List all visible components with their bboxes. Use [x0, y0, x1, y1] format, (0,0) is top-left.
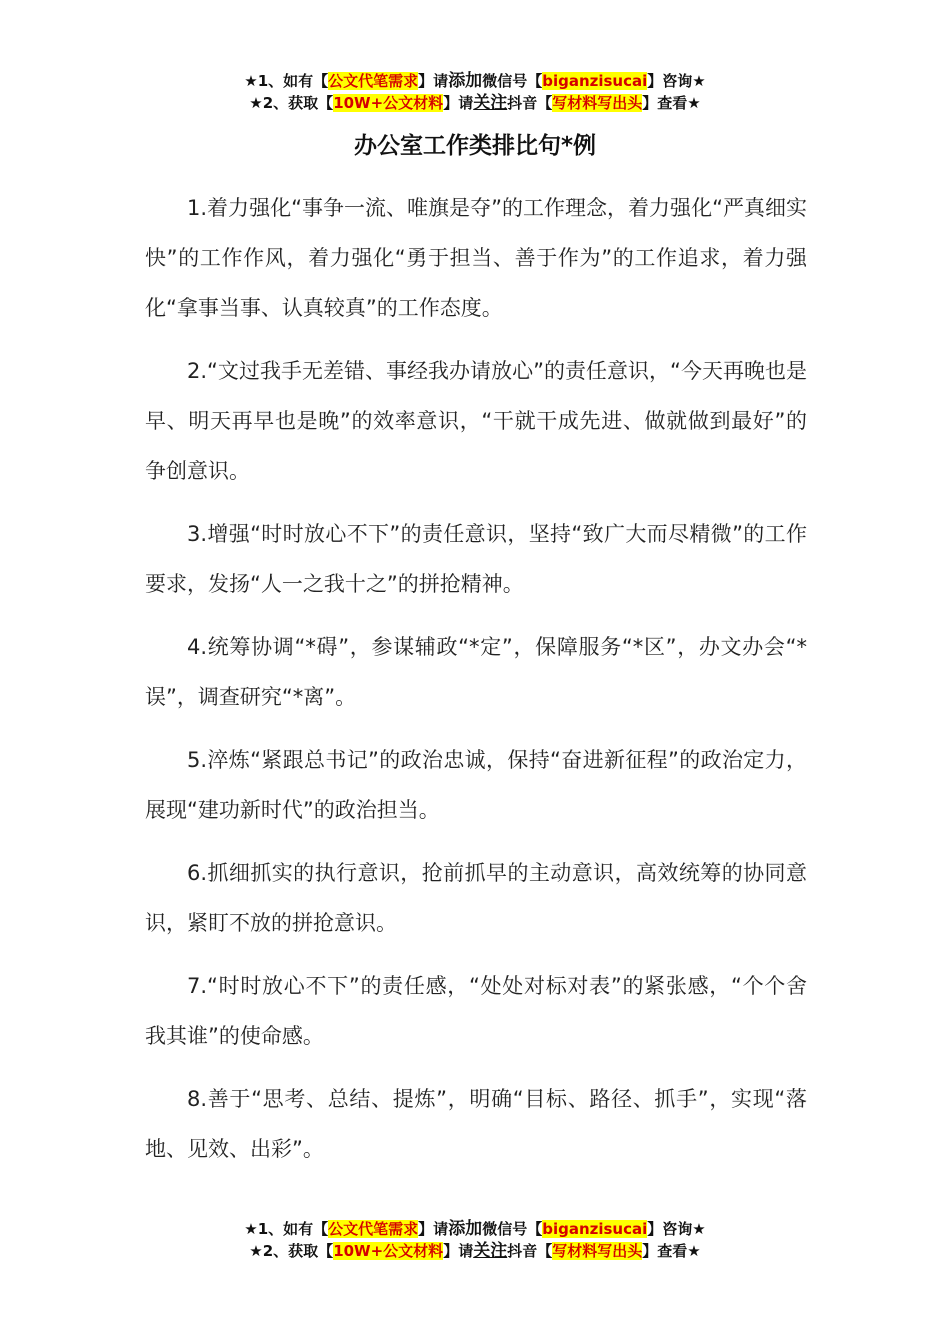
promo-text: 抖音【 — [507, 1242, 553, 1260]
promo-emphasis: 添加 — [448, 71, 483, 91]
promo-banner-top — [0, 70, 950, 114]
paragraph: 6.抓细抓实的执行意识，抢前抓早的主动意识，高效统筹的协同意识，紧盯不放的拼抢意识。 — [145, 861, 807, 935]
promo-text: 】请 — [443, 1242, 474, 1260]
promo-text: 】请 — [443, 94, 474, 112]
promo-highlight-douyin: 写材料写出头 — [552, 1242, 643, 1260]
promo-line-2 — [0, 92, 950, 114]
paragraph: 1.着力强化“事争一流、唯旗是夺”的工作理念，着力强化“严真细实快”的工作作风，着力强化“勇于担当、善于作为”的工作追求，着力强化“拿事当事、认真较真”的工作态度。 — [145, 196, 807, 320]
promo-text: 微信号【 — [482, 1220, 543, 1238]
promo-text: 】查看★ — [642, 94, 701, 112]
document-title: 办公室工作类排比句*例 — [353, 133, 597, 159]
promo-highlight-wechat-id: biganzisucai — [542, 72, 648, 90]
paragraph: 4.统筹协调“*碍”，参谋辅政“*定”，保障服务“*区”，办文办会“*误”，调查研究“*离”。 — [145, 635, 807, 709]
document-body — [145, 183, 807, 1187]
promo-text: 】咨询★ — [647, 72, 706, 90]
promo-text: ★1、如有【 — [244, 1220, 329, 1238]
promo-line-1 — [0, 70, 950, 92]
promo-highlight-wechat-id: biganzisucai — [542, 1220, 648, 1238]
paragraph: 5.淬炼“紧跟总书记”的政治忠诚，保持“奋进新征程”的政治定力，展现“建功新时代”的政治担当。 — [145, 748, 807, 822]
paragraph: 8.善于“思考、总结、提炼”，明确“目标、路径、抓手”，实现“落地、见效、出彩”。 — [145, 1087, 807, 1161]
promo-text: 】咨询★ — [647, 1220, 706, 1238]
promo-highlight: 10W+公文材料 — [333, 94, 444, 112]
promo-text: 】请 — [418, 72, 449, 90]
promo-highlight-douyin: 写材料写出头 — [552, 94, 643, 112]
promo-text: 】请 — [418, 1220, 449, 1238]
promo-text: 抖音【 — [507, 94, 553, 112]
promo-text: ★1、如有【 — [244, 72, 329, 90]
promo-highlight: 10W+公文材料 — [333, 1242, 444, 1260]
promo-highlight: 公文代笔需求 — [328, 1220, 419, 1238]
promo-emphasis: 关注 — [473, 1241, 508, 1261]
promo-line-1 — [0, 1218, 950, 1240]
promo-text: ★2、获取【 — [249, 94, 334, 112]
promo-line-2 — [0, 1240, 950, 1262]
promo-text: 】查看★ — [642, 1242, 701, 1260]
paragraph: 3.增强“时时放心不下”的责任意识，坚持“致广大而尽精微”的工作要求，发扬“人一之我十之”的拼抢精神。 — [145, 522, 807, 596]
promo-emphasis: 添加 — [448, 1219, 483, 1239]
promo-banner-bottom — [0, 1218, 950, 1262]
promo-highlight: 公文代笔需求 — [328, 72, 419, 90]
paragraph: 7.“时时放心不下”的责任感，“处处对标对表”的紧张感，“个个舍我其谁”的使命感。 — [145, 974, 807, 1048]
promo-emphasis: 关注 — [473, 93, 508, 113]
paragraph: 2.“文过我手无差错、事经我办请放心”的责任意识，“今天再晚也是早、明天再早也是晚”的效率意识，“干就干成先进、做就做到最好”的争创意识。 — [145, 359, 807, 483]
promo-text: ★2、获取【 — [249, 1242, 334, 1260]
promo-text: 微信号【 — [482, 72, 543, 90]
